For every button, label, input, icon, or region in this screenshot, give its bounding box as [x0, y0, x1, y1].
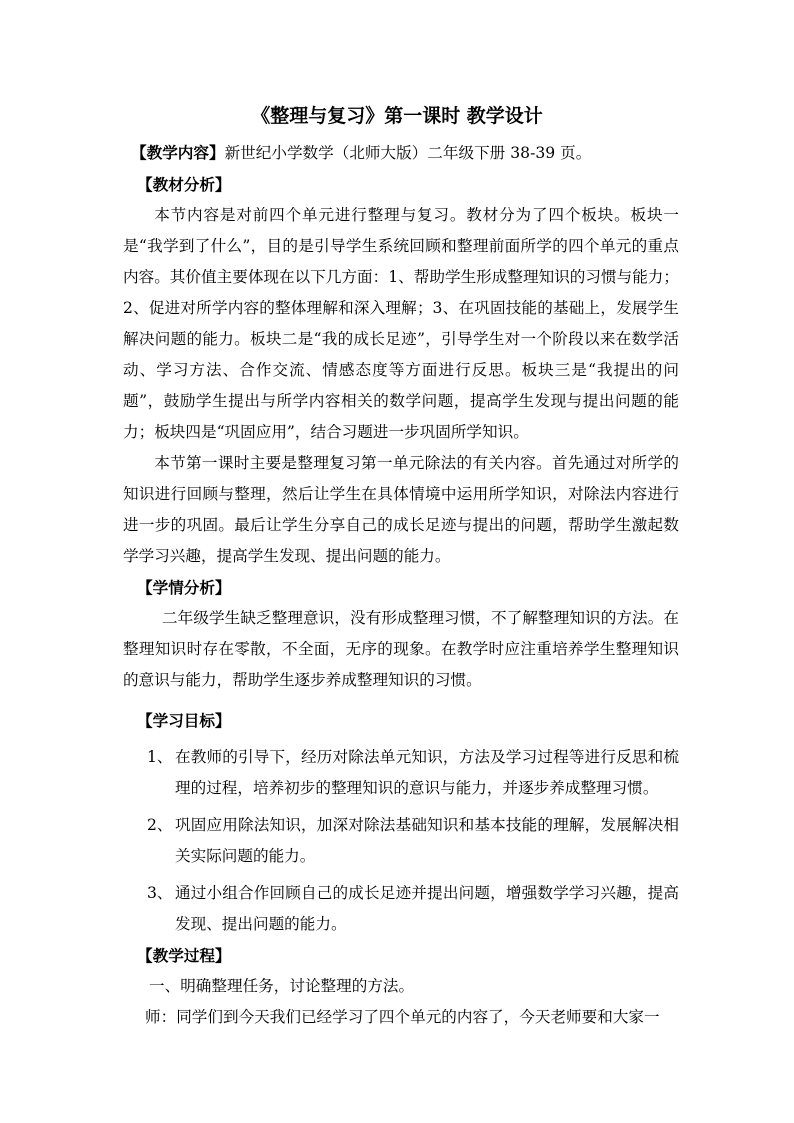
learning-goals-list	[123, 742, 679, 940]
document-title: 《整理与复习》第一课时 教学设计	[251, 105, 543, 127]
student-analysis-paragraph: 二年级学生缺乏整理意识，没有形成整理习惯，不了解整理知识的方法。在整理知识时存在零散，不全面，无序的现象。在教学时应注重培养学生整理知识的意识与能力，帮助学生逐步养成整理知识的习惯。	[123, 609, 679, 689]
teacher-line: 师：同学们到今天我们已经学习了四个单元的内容了，今天老师要和大家一	[145, 1008, 660, 1026]
learning-goals-heading: 【学习目标】	[137, 711, 231, 730]
list-item	[123, 810, 679, 872]
goal-number: 1、	[147, 748, 173, 766]
material-analysis-paragraph-2: 本节第一课时主要是整理复习第一单元除法的有关内容。首先通过对所学的知识进行回顾与整理，然后让学生在具体情境中运用所学知识，对除法内容进行进一步的巩固。最后让学生分享自己的成长足迹与提出的问题，帮助学生激起数学学习兴趣，提高学生发现、提出问题的能力。	[123, 454, 679, 565]
list-item	[123, 742, 679, 804]
student-analysis-heading: 【学情分析】	[137, 578, 231, 597]
material-analysis-paragraph-1: 本节内容是对前四个单元进行整理与复习。教材分为了四个板块。板块一是“我学到了什么”，目的是引导学生系统回顾和整理前面所学的四个单元的重点内容。其价值主要体现在以下几方面：1、帮助学生形成整理知识的习惯与能力；2、促进对所学内容的整体理解和深入理解；3、在巩固技能的基础上，发展学生解决问题的能力。板块二是“我的成长足迹”，引导学生对一个阶段以来在数学活动、学习方法、合作交流、情感态度等方面进行反思。板块三是“我提出的问题”，鼓励学生提出与所学内容相关的数学问题，提高学生发现与提出问题的能力；板块四是“巩固应用”，结合习题进一步巩固所学知识。	[123, 206, 679, 441]
document-body	[123, 137, 679, 1033]
goal-number: 3、	[147, 884, 173, 902]
teaching-process-step-1: 一、明确整理任务，讨论整理的方法。	[149, 977, 415, 995]
list-item	[123, 878, 679, 940]
teaching-content-text: 新世纪小学数学（北师大版）二年级下册 38-39 页。	[224, 144, 592, 162]
goal-text: 在教师的引导下，经历对除法单元知识，方法及学习过程等进行反思和梳理的过程，培养初步的整理知识的意识与能力，并逐步养成整理习惯。	[175, 748, 679, 797]
material-analysis-heading: 【教材分析】	[137, 175, 231, 194]
teaching-content-label: 【教学内容】	[131, 143, 225, 162]
goal-text: 通过小组合作回顾自己的成长足迹并提出问题，增强数学学习兴趣，提高发现、提出问题的能力。	[175, 884, 679, 933]
teaching-process-heading: 【教学过程】	[137, 946, 231, 965]
goal-text: 巩固应用除法知识，加深对除法基础知识和基本技能的理解，发展解决相关实际问题的能力。	[175, 816, 679, 865]
teaching-content	[131, 137, 679, 169]
goal-number: 2、	[147, 816, 173, 834]
